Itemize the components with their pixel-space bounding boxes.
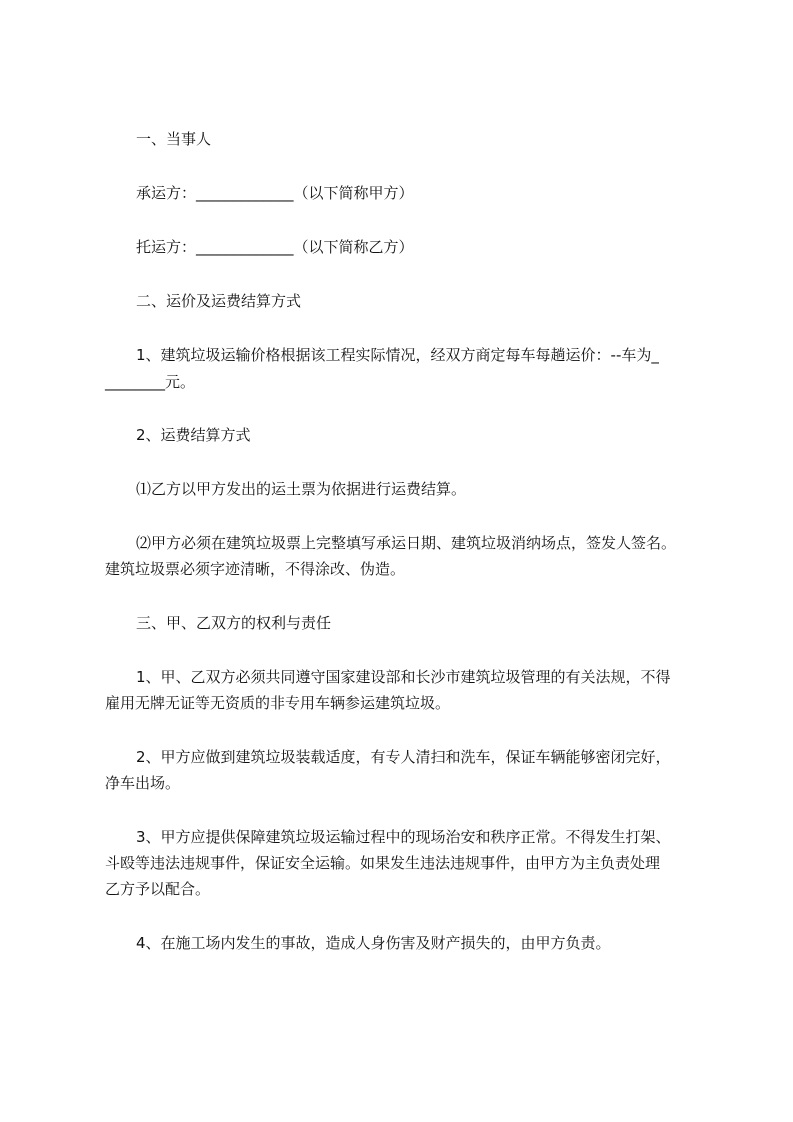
settlement-item1: ⑴乙方以甲方发出的运土票为依据进行运费结算。 (136, 480, 467, 498)
consignor-line: 托运方：_____________（以下简称乙方） (136, 238, 414, 256)
rights1-line2: 雇用无牌无证等无资质的非专用车辆参运建筑垃圾。 (105, 694, 451, 712)
rights2-line1: 2、甲方应做到建筑垃圾装载适度，有专人清扫和洗车，保证车辆能够密闭完好， (136, 748, 671, 766)
rights3-line1: 3、甲方应提供保障建筑垃圾运输过程中的现场治安和秩序正常。不得发生打架、 (136, 828, 671, 846)
section3-heading: 三、甲、乙双方的权利与责任 (136, 614, 332, 632)
settlement-item2-line1: ⑵甲方必须在建筑垃圾票上完整填写承运日期、建筑垃圾消纳场点，签发人签名。 (136, 534, 677, 552)
section2-heading: 二、运价及运费结算方式 (136, 292, 302, 310)
rights4-line1: 4、在施工场内发生的事故，造成人身伤害及财产损失的，由甲方负责。 (136, 934, 611, 952)
section1-heading: 一、当事人 (136, 130, 212, 148)
settlement-item2-line2: 建筑垃圾票必须字迹清晰，不得涂改、伪造。 (105, 560, 406, 578)
rights1-line1: 1、甲、乙双方必须共同遵守国家建设部和长沙市建筑垃圾管理的有关法规，不得 (136, 668, 671, 686)
price-clause-line2: ________元。 (105, 373, 196, 391)
rights3-line2: 斗殴等违法违规事件，保证安全运输。如果发生违法违规事件，由甲方为主负责处理 (105, 854, 661, 872)
rights3-line3: 乙方予以配合。 (105, 880, 211, 898)
rights2-line2: 净车出场。 (105, 774, 181, 792)
settlement-heading: 2、运费结算方式 (136, 426, 251, 444)
price-clause-line1: 1、建筑垃圾运输价格根据该工程实际情况，经双方商定每车每趟运价：--车为_ (136, 346, 659, 364)
carrier-line: 承运方：_____________（以下简称甲方） (136, 184, 414, 202)
